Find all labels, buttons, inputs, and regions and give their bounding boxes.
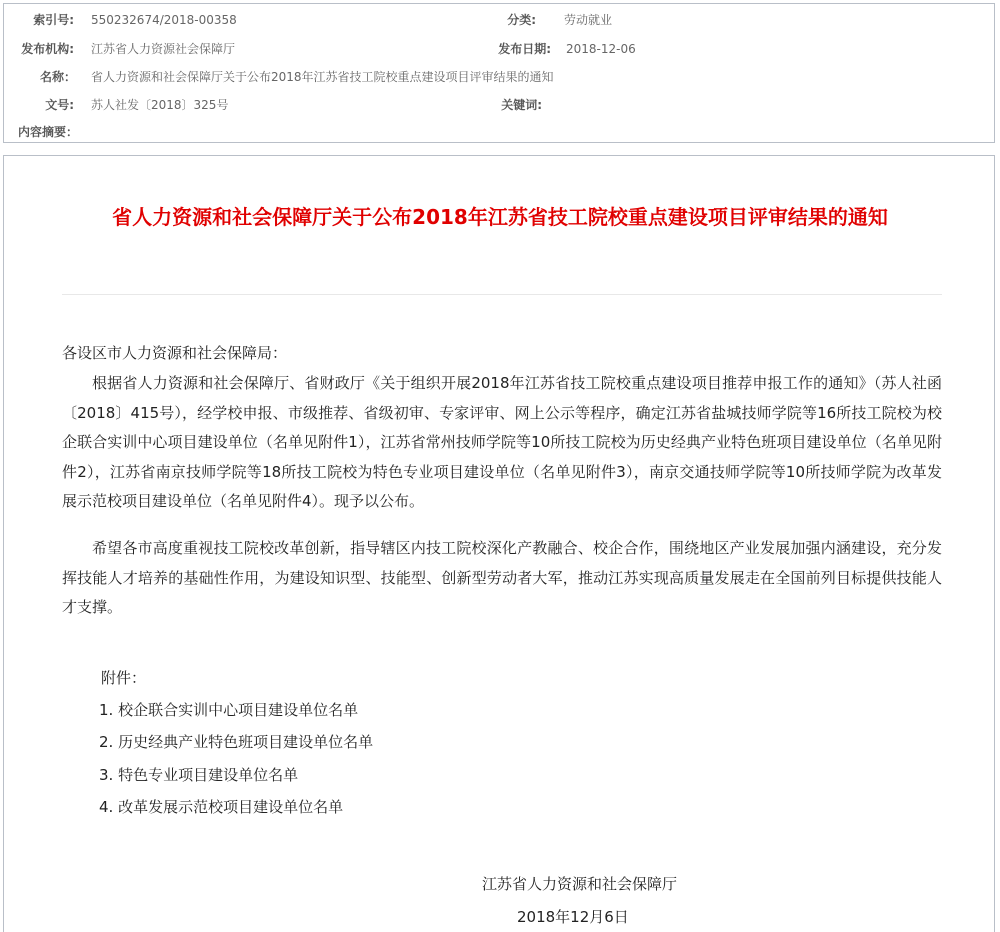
signature-org: 江苏省人力资源和社会保障厅	[482, 875, 678, 893]
date-label: 发布日期:	[498, 42, 551, 56]
metadata-panel	[3, 3, 995, 143]
date-value: 2018-12-06	[566, 42, 636, 56]
summary-label: 内容摘要：	[17, 125, 78, 139]
attachment-item-3: 3. 特色专业项目建设单位名单	[99, 766, 299, 784]
category-label: 分类:	[507, 13, 536, 27]
attachments-label: 附件：	[101, 669, 147, 687]
category-value: 劳动就业	[564, 13, 613, 27]
document-title: 省人力资源和社会保障厅关于公布2018年江苏省技工院校重点建设项目评审结果的通知	[112, 205, 888, 229]
attachment-item-2: 2. 历史经典产业特色班项目建设单位名单	[99, 733, 374, 751]
salutation: 各设区市人力资源和社会保障局：	[62, 344, 288, 362]
doc-number-value: 苏人社发〔2018〕325号	[91, 98, 229, 112]
document-panel	[3, 155, 995, 932]
keywords-label: 关键词:	[501, 98, 542, 112]
name-value: 省人力资源和社会保障厅关于公布2018年江苏省技工院校重点建设项目评审结果的通知	[91, 70, 554, 84]
publisher-value: 江苏省人力资源社会保障厅	[91, 42, 236, 56]
index-value: 550232674/2018-00358	[91, 13, 237, 27]
title-divider	[62, 294, 942, 295]
signature-date: 2018年12月6日	[517, 908, 629, 926]
index-label: 索引号:	[33, 13, 74, 27]
body-paragraph-1: 根据省人力资源和社会保障厅、省财政厅《关于组织开展2018年江苏省技工院校重点建设项目推荐申报工作的通知》（苏人社函〔2018〕415号），经学校申报、市级推荐、省级初审、专家评审、网上公示等程序，确定江苏省盐城技师学院等16所技工院校为校企联合实训中心项目建设单位（名单见附件1），江苏省常州技师学院等10所技工院校为历史经典产业特色班项目建设单位（名单见附件2），江苏省南京技师学院等18所技工院校为特色专业项目建设单位（名单见附件3），南京交通技师学院等10所技师学院为改革发展示范校项目建设单位（名单见附件4）。现予以公布。	[62, 374, 942, 510]
name-label: 名称：	[39, 70, 76, 84]
doc-number-label: 文号:	[45, 98, 74, 112]
attachment-item-4: 4. 改革发展示范校项目建设单位名单	[99, 798, 344, 816]
body-paragraph-2: 希望各市高度重视技工院校改革创新，指导辖区内技工院校深化产教融合、校企合作，围绕地区产业发展加强内涵建设，充分发挥技能人才培养的基础性作用，为建设知识型、技能型、创新型劳动者大军，推动江苏实现高质量发展走在全国前列目标提供技能人才支撑。	[62, 539, 942, 616]
attachment-item-1: 1. 校企联合实训中心项目建设单位名单	[99, 701, 359, 719]
publisher-label: 发布机构:	[21, 42, 74, 56]
